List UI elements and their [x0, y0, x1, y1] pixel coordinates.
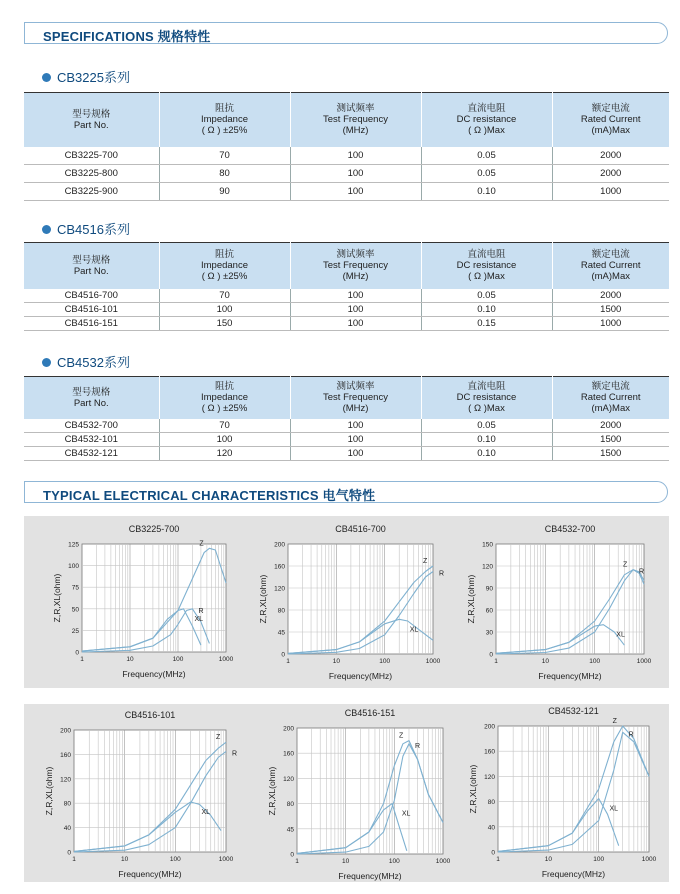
y-tick-label: 25: [71, 627, 79, 635]
y-tick-label: 120: [484, 773, 495, 781]
series-label-r: R: [414, 742, 421, 750]
series-label-xl: XL: [616, 631, 625, 639]
y-tick-label: 75: [71, 584, 79, 592]
chart-cb4532-121: [468, 706, 657, 879]
y-tick-label: 45: [286, 826, 294, 834]
y-tick-label: 80: [63, 800, 71, 808]
series-label-xl: XL: [609, 805, 619, 813]
specifications-title: SPECIFICATIONS 规格特性: [43, 29, 211, 44]
y-axis-label: Z,R,XL(ohm): [466, 574, 476, 624]
bullet-icon: [42, 73, 51, 82]
spec-table-cb3225: [24, 92, 669, 201]
chart-cb3225-700: [52, 524, 234, 679]
y-axis-label: Z,R,XL(ohm): [44, 766, 54, 816]
x-tick-label: 10: [121, 856, 129, 863]
y-tick-label: 50: [71, 606, 79, 614]
table-row: CB4532-101 100 100 0.10 1500: [24, 433, 669, 447]
chart-cb4516-101: [44, 710, 237, 879]
chart-cb4516-151: [267, 708, 451, 881]
series-label-z: Z: [423, 558, 428, 565]
x-tick-label: 1: [494, 658, 498, 665]
series-label-z: Z: [623, 561, 628, 569]
x-tick-label: 10: [126, 656, 134, 663]
chart-title: CB4516-151: [344, 708, 396, 718]
chart-title: CB3225-700: [128, 524, 180, 534]
table-row: CB4532-121 120 100 0.10 1500: [24, 447, 669, 461]
y-tick-label: 100: [68, 563, 79, 571]
col-impedance: 阻抗 Impedance ( Ω ) ±25%: [159, 377, 290, 419]
series-label-r: R: [232, 750, 238, 758]
x-tick-label: 10: [342, 858, 350, 865]
col-test-frequency: 测试频率 Test Frequency (MHz): [290, 93, 421, 147]
y-tick-label: 160: [274, 563, 285, 571]
y-tick-label: 40: [63, 825, 71, 833]
y-tick-label: 0: [67, 849, 71, 857]
y-tick-label: 200: [283, 725, 294, 733]
plot-area: [82, 544, 226, 652]
col-test-frequency: 测试频率 Test Frequency (MHz): [290, 243, 421, 289]
plot-area: [498, 726, 649, 852]
col-dc-resistance: 直流电阻 DC resistance ( Ω )Max: [421, 377, 552, 419]
y-tick-label: 80: [286, 801, 294, 809]
x-tick-label: 1: [72, 856, 76, 863]
y-axis-label: Z,R,XL(ohm): [267, 766, 277, 816]
y-tick-label: 120: [274, 585, 285, 593]
x-tick-label: 1000: [641, 856, 657, 863]
y-axis-label: Z,R,XL(ohm): [52, 573, 62, 623]
series-label-xl: XL: [409, 626, 419, 634]
table-row: CB4532-700 70 100 0.05 2000: [24, 419, 669, 433]
x-tick-label: 1: [286, 658, 290, 665]
x-axis-label: Frequency(MHz): [541, 869, 606, 879]
col-rated-current: 额定电流 Rated Current (mA)Max: [552, 377, 669, 419]
x-axis-label: Frequency(MHz): [328, 671, 393, 681]
chart-panel-bottom-svg: [24, 704, 669, 882]
y-tick-label: 120: [482, 563, 493, 571]
y-tick-label: 160: [60, 751, 71, 759]
y-tick-label: 0: [281, 651, 285, 659]
y-tick-label: 90: [485, 585, 493, 593]
x-tick-label: 100: [172, 656, 184, 663]
x-tick-label: 1000: [636, 658, 652, 665]
x-tick-label: 1: [295, 858, 299, 865]
col-dc-resistance: 直流电阻 DC resistance ( Ω )Max: [421, 243, 552, 289]
x-axis-label: Frequency(MHz): [122, 669, 186, 679]
series-label-r: R: [198, 607, 204, 615]
bullet-icon: [42, 225, 51, 234]
y-tick-label: 0: [491, 849, 495, 857]
chart-cb4516-700: [258, 524, 444, 681]
series-title-cb4516: CB4516系列: [42, 219, 130, 238]
col-impedance: 阻抗 Impedance ( Ω ) ±25%: [159, 243, 290, 289]
specifications-header: [24, 22, 668, 44]
series-label-r: R: [639, 568, 645, 576]
table-row: CB3225-900 90 100 0.10 1000: [24, 183, 669, 201]
y-tick-label: 160: [283, 750, 294, 758]
chart-panel-top: [24, 516, 669, 688]
y-tick-label: 45: [277, 629, 285, 637]
col-part-no: 型号规格 Part No.: [24, 93, 159, 147]
series-label-z: Z: [398, 732, 404, 740]
y-tick-label: 160: [484, 748, 495, 756]
spec-table-cb4516: [24, 242, 669, 331]
x-axis-label: Frequency(MHz): [538, 671, 602, 681]
y-tick-label: 0: [75, 649, 79, 657]
y-tick-label: 120: [60, 776, 71, 784]
y-tick-label: 30: [485, 629, 493, 637]
y-tick-label: 80: [487, 799, 495, 807]
y-tick-label: 125: [68, 541, 79, 549]
x-tick-label: 1000: [218, 656, 234, 663]
plot-area: [288, 544, 433, 654]
chart-title: CB4516-101: [124, 710, 176, 720]
y-tick-label: 40: [487, 824, 495, 832]
col-rated-current: 额定电流 Rated Current (mA)Max: [552, 243, 669, 289]
chart-title: CB4516-700: [335, 524, 386, 534]
bullet-icon: [42, 358, 51, 367]
x-tick-label: 100: [593, 856, 605, 863]
x-axis-label: Frequency(MHz): [118, 869, 182, 879]
series-label-r: R: [439, 570, 445, 578]
series-title-cb3225: CB3225系列: [42, 67, 130, 86]
col-dc-resistance: 直流电阻 DC resistance ( Ω )Max: [421, 93, 552, 147]
series-title-cb4532: CB4532系列: [42, 352, 130, 371]
x-tick-label: 100: [589, 658, 601, 665]
x-tick-label: 1000: [435, 858, 451, 865]
y-tick-label: 0: [290, 851, 294, 859]
col-part-no: 型号规格 Part No.: [24, 377, 159, 419]
x-tick-label: 100: [379, 658, 391, 665]
x-tick-label: 100: [388, 858, 400, 865]
x-tick-label: 1: [496, 856, 500, 863]
plot-area: [297, 728, 443, 854]
y-tick-label: 200: [60, 727, 71, 735]
chart-title: CB4532-121: [548, 706, 599, 716]
series-label-z: Z: [199, 540, 204, 548]
col-rated-current: 额定电流 Rated Current (mA)Max: [552, 93, 669, 147]
series-label-xl: XL: [194, 615, 204, 623]
y-tick-label: 0: [489, 651, 493, 659]
y-axis-label: Z,R,XL(ohm): [468, 764, 478, 814]
x-tick-label: 1000: [218, 856, 234, 863]
y-tick-label: 200: [484, 723, 495, 731]
y-tick-label: 60: [485, 607, 493, 615]
x-axis-label: Frequency(MHz): [338, 871, 402, 881]
chart-title: CB4532-700: [544, 524, 596, 534]
chart-panel-top-svg: [24, 516, 669, 688]
y-tick-label: 80: [277, 607, 285, 615]
series-label-xl: XL: [201, 808, 211, 816]
x-tick-label: 1: [80, 656, 84, 663]
table-row: CB4516-700 70 100 0.05 2000: [24, 289, 669, 303]
spec-table-cb4532: [24, 376, 669, 461]
typical-characteristics-header: [24, 481, 668, 503]
series-label-r: R: [628, 731, 634, 739]
table-row: CB4516-101 100 100 0.10 1500: [24, 303, 669, 317]
x-tick-label: 10: [332, 658, 340, 665]
x-tick-label: 10: [544, 856, 552, 863]
x-tick-label: 10: [541, 658, 549, 665]
col-part-no: 型号规格 Part No.: [24, 243, 159, 289]
table-row: CB3225-700 70 100 0.05 2000: [24, 147, 669, 165]
table-row: CB4516-151 150 100 0.15 1000: [24, 317, 669, 331]
y-tick-label: 120: [283, 775, 294, 783]
col-test-frequency: 测试频率 Test Frequency (MHz): [290, 377, 421, 419]
series-label-xl: XL: [401, 810, 411, 818]
y-tick-label: 200: [274, 541, 285, 549]
typical-characteristics-title: TYPICAL ELECTRICAL CHARACTERISTICS 电气特性: [43, 488, 376, 503]
x-tick-label: 100: [169, 856, 181, 863]
series-label-z: Z: [216, 734, 221, 742]
series-label-z: Z: [612, 718, 617, 725]
table-row: CB3225-800 80 100 0.05 2000: [24, 165, 669, 183]
chart-panel-bottom: [24, 704, 669, 882]
y-axis-label: Z,R,XL(ohm): [258, 574, 268, 624]
chart-cb4532-700: [466, 524, 652, 681]
col-impedance: 阻抗 Impedance ( Ω ) ±25%: [159, 93, 290, 147]
x-tick-label: 1000: [425, 658, 441, 665]
y-tick-label: 150: [482, 541, 493, 549]
